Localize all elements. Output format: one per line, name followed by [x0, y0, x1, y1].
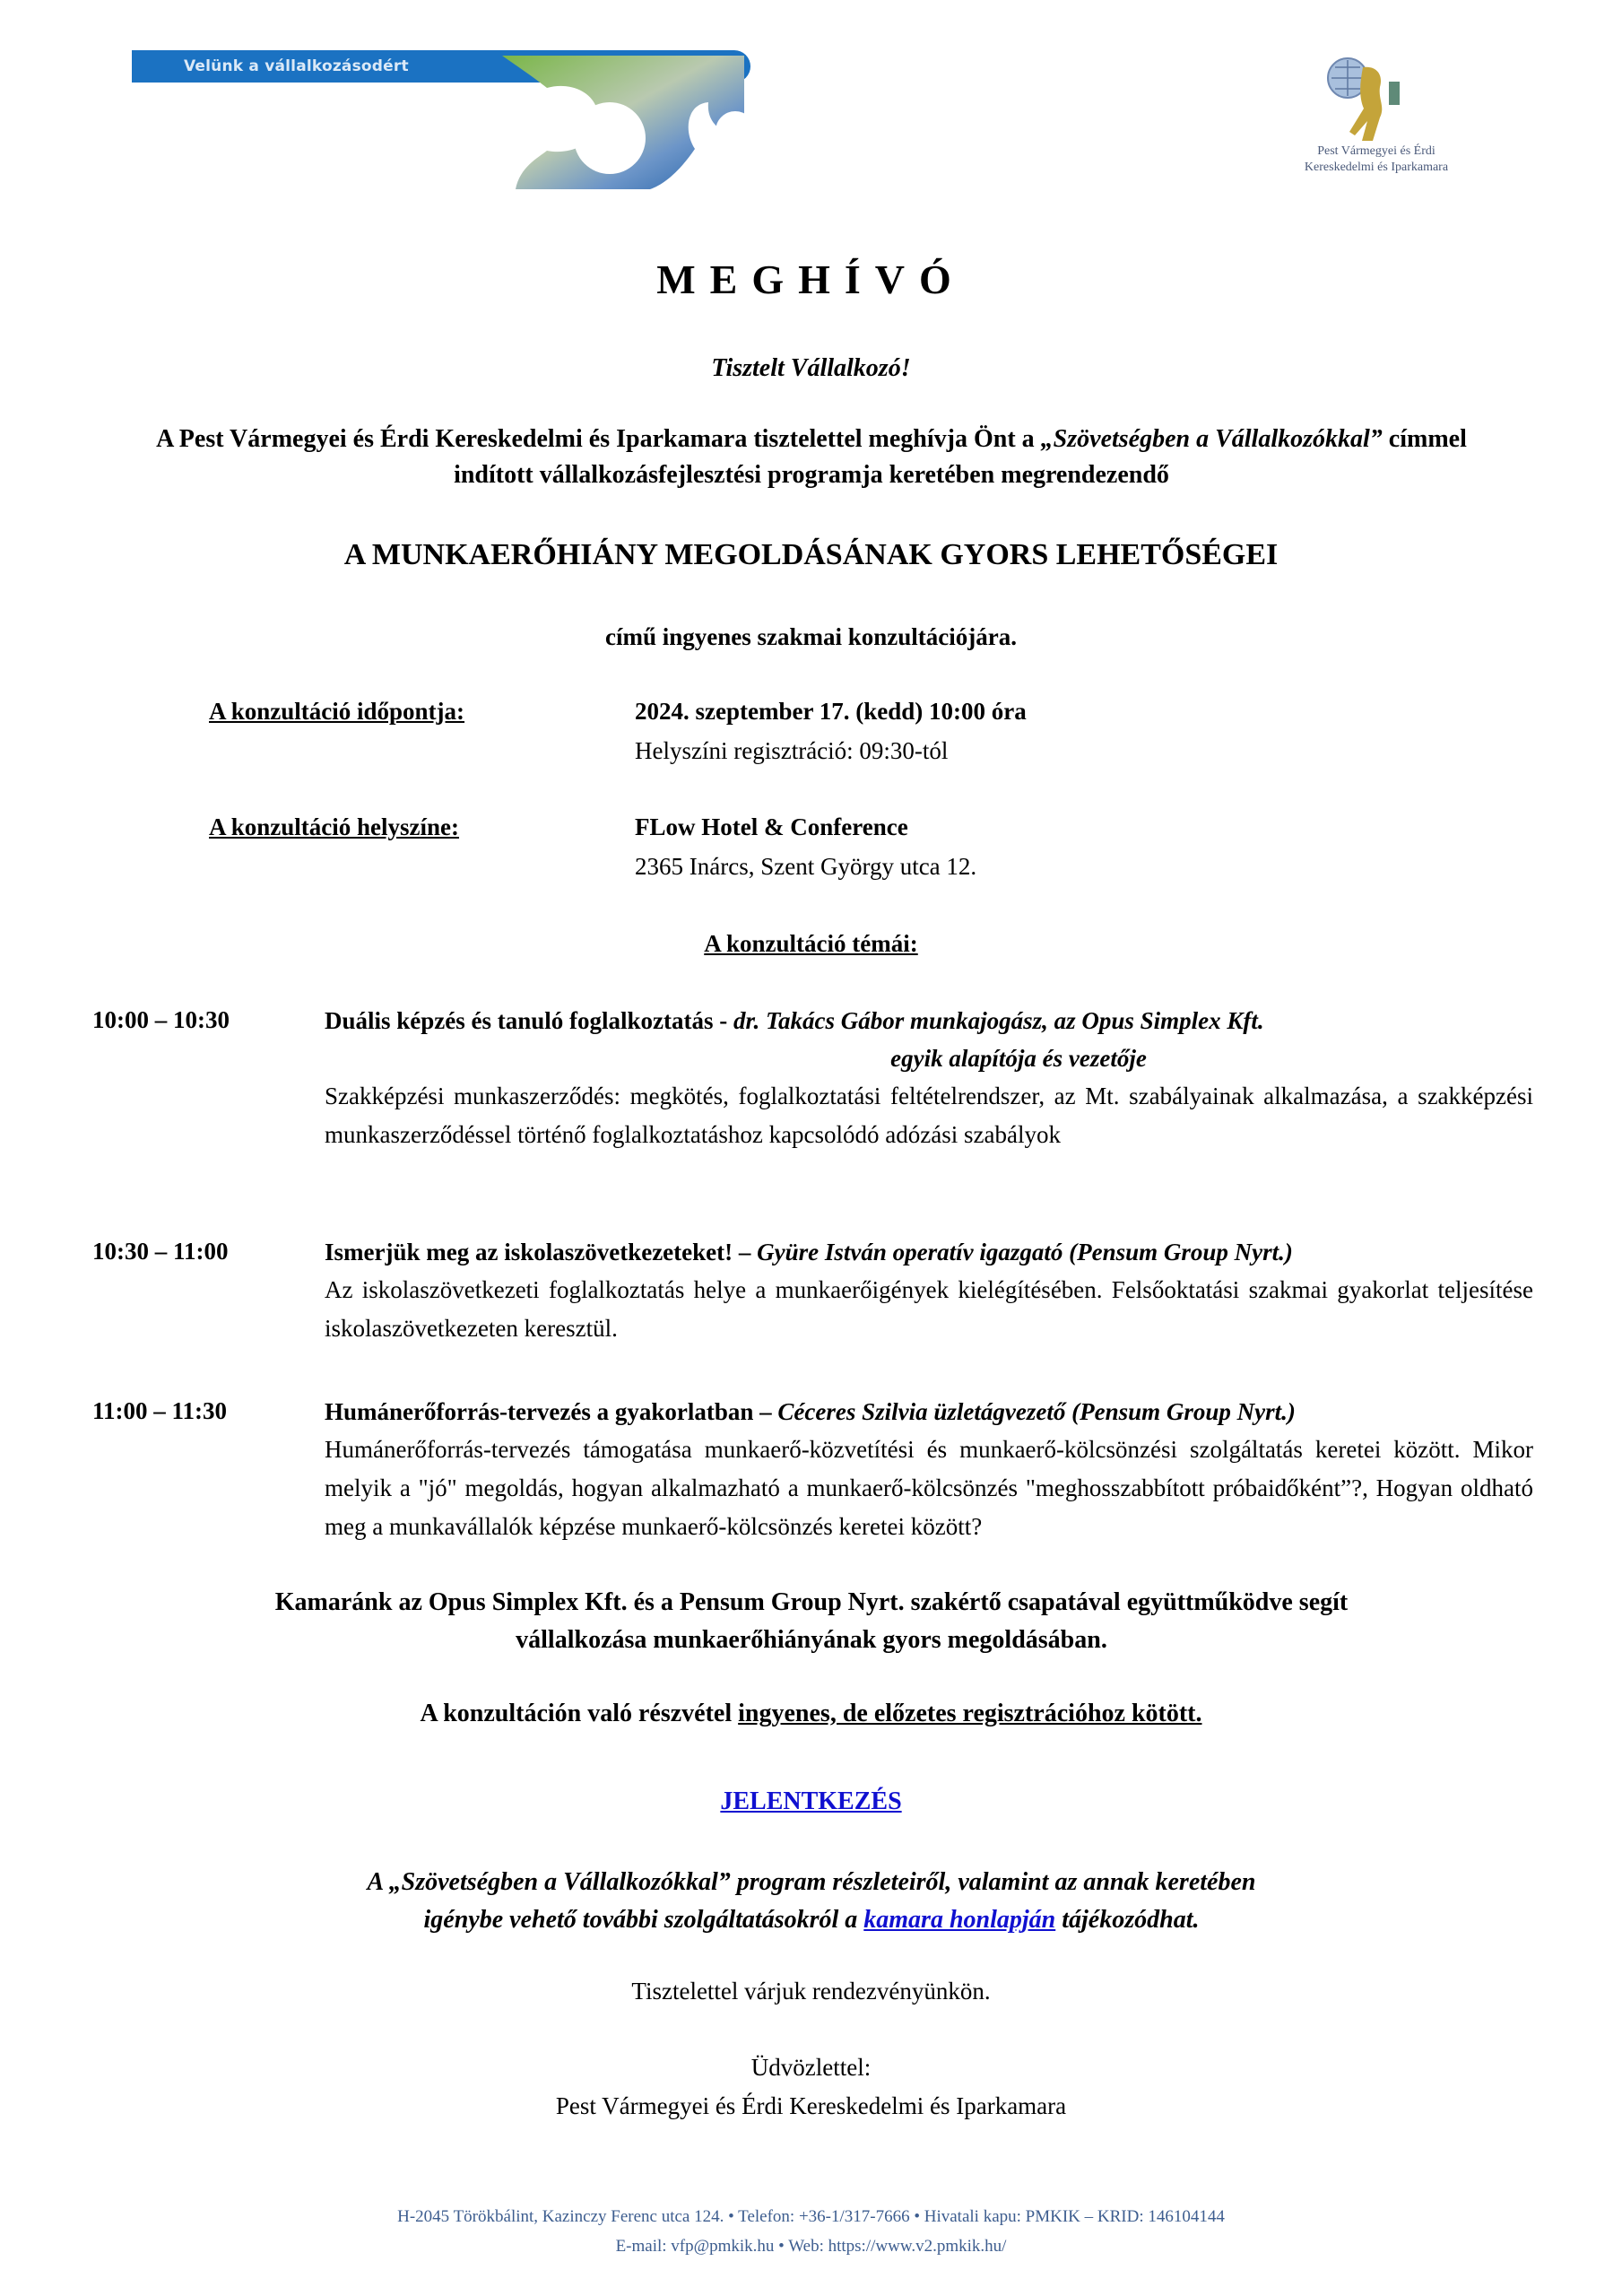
chamber-logo-icon — [1314, 49, 1430, 148]
program-info: A „Szövetségben a Vállalkozókkal” program részleteiről, valamint az annak keretében igénybe vehető további szolgáltatásokról a kamara honlapján tájékozódhat. — [367, 1868, 1256, 1934]
signature: Pest Vármegyei és Érdi Kereskedelmi és Iparkamara — [555, 2092, 1067, 2119]
footer — [0, 2202, 1622, 2261]
agenda-time: 10:00 – 10:30 — [92, 1006, 230, 1033]
venue-address: 2365 Inárcs, Szent György utca 12. — [635, 853, 977, 880]
agenda-speaker: Gyüre István operatív igazgató (Pensum Group Nyrt.) — [757, 1239, 1293, 1265]
agenda-item — [325, 1393, 1533, 1546]
registration-condition: ingyenes, de előzetes regisztrációhoz kötött. — [738, 1700, 1202, 1727]
agenda-time: 10:30 – 11:00 — [92, 1238, 229, 1265]
greeting-text: Üdvözlettel: — [750, 2054, 872, 2081]
chamber-website-link[interactable]: kamara honlapján — [863, 1906, 1056, 1934]
agenda-heading: Duális képzés és tanuló foglalkoztatás - dr. Takács Gábor munkajogász, az Opus Simplex Kft. egyik alapítója és vezetője — [325, 1007, 1264, 1072]
event-headline: A MUNKAERŐHIÁNY MEGOLDÁSÁNAK GYORS LEHETŐSÉGEI — [343, 538, 1279, 571]
regards-text: Tisztelettel várjuk rendezvényünkön. — [631, 1978, 991, 2005]
event-subheadline: című ingyenes szakmai konzultációjára. — [605, 623, 1017, 650]
registration-note: A konzultáción való részvétel ingyenes, de előzetes regisztrációhoz kötött. — [420, 1700, 1202, 1727]
registration-time: Helyszíni regisztráció: 09:30-tól — [635, 737, 949, 764]
program-banner-text: Velünk a vállalkozásodért — [184, 57, 409, 75]
agenda-speaker: Céceres Szilvia üzletágvezető (Pensum Group Nyrt.) — [777, 1398, 1296, 1425]
venue-name: FLow Hotel & Conference — [635, 813, 908, 840]
topics-heading: A konzultáció témái: — [704, 930, 918, 957]
agenda-item — [325, 1002, 1533, 1154]
venue-label: A konzultáció helyszíne: — [209, 813, 460, 840]
apply-link[interactable]: JELENTKEZÉS — [720, 1787, 902, 1815]
closing-paragraph: Kamaránk az Opus Simplex Kft. és a Pensum Group Nyrt. szakértő csapatával együttműködve segít vállalkozása munkaerőhiányának gyors megoldásában. — [274, 1588, 1349, 1654]
footer-contact: E-mail: vfp@pmkik.hu • Web: https://www.v2.pmkik.hu/ — [615, 2237, 1007, 2256]
agenda-heading: Humánerőforrás-tervezés a gyakorlatban – Céceres Szilvia üzletágvezető (Pensum Group Nyrt.) — [325, 1398, 1296, 1425]
agenda-description: Az iskolaszövetkezeti foglalkoztatás helye a munkaerőigények kielégítésében. Felsőoktatási szakmai gyakorlat teljesítése iskolaszövetkezeten keresztül. — [325, 1276, 1533, 1342]
salutation: Tisztelt Vállalkozó! — [711, 354, 911, 382]
agenda-item — [325, 1233, 1533, 1348]
chamber-logo-text: Pest Vármegyei és Érdi Kereskedelmi és Iparkamara — [1304, 144, 1449, 174]
program-name: „Szövetségben a Vállalkozókkal” — [1040, 425, 1383, 453]
puzzle-graphic-icon — [484, 50, 753, 194]
page-title: MEGHÍVÓ — [656, 257, 966, 302]
date-label: A konzultáció időpontja: — [209, 698, 465, 725]
apply-row — [0, 1787, 1622, 1816]
agenda-description: Humánerőforrás-tervezés támogatása munkaerő-közvetítési és munkaerő-kölcsönzési szolgáltatás keretei között. Mikor melyik a "jó" megoldás, hogyan alkalmazható a munkaerő-kölcsönzés "meghosszabbított próbaidőként”?, Hogyan oldható meg a munkavállalók képzése munkaerő-kölcsönzés keretei között? — [325, 1436, 1533, 1540]
agenda-speaker: dr. Takács Gábor munkajogász, az Opus Simplex Kft. — [733, 1007, 1264, 1034]
agenda-description: Szakképzési munkaszerződés: megkötés, foglalkoztatási feltételrendszer, az Mt. szabályainak alkalmazása, a szakképzési munkaszerződéssel történő foglalkoztatáshoz kapcsolódó adózási szabályok — [325, 1083, 1533, 1148]
agenda-heading: Ismerjük meg az iskolaszövetkezeteket! – Gyüre István operatív igazgató (Pensum Group Nyrt.) — [325, 1239, 1293, 1265]
agenda-time: 11:00 – 11:30 — [92, 1397, 228, 1424]
intro-paragraph: A Pest Vármegyei és Érdi Kereskedelmi és Iparkamara tisztelettel meghívja Önt a „Szövetségben a Vállalkozókkal” címmel indított vállalkozásfejlesztési programja keretében megrendezendő — [156, 425, 1467, 489]
date-value: 2024. szeptember 17. (kedd) 10:00 óra — [635, 698, 1027, 725]
footer-address: H-2045 Törökbálint, Kazinczy Ferenc utca 124. • Telefon: +36-1/317-7666 • Hivatali kapu: PMKIK – KRID: 146104144 — [397, 2207, 1225, 2226]
